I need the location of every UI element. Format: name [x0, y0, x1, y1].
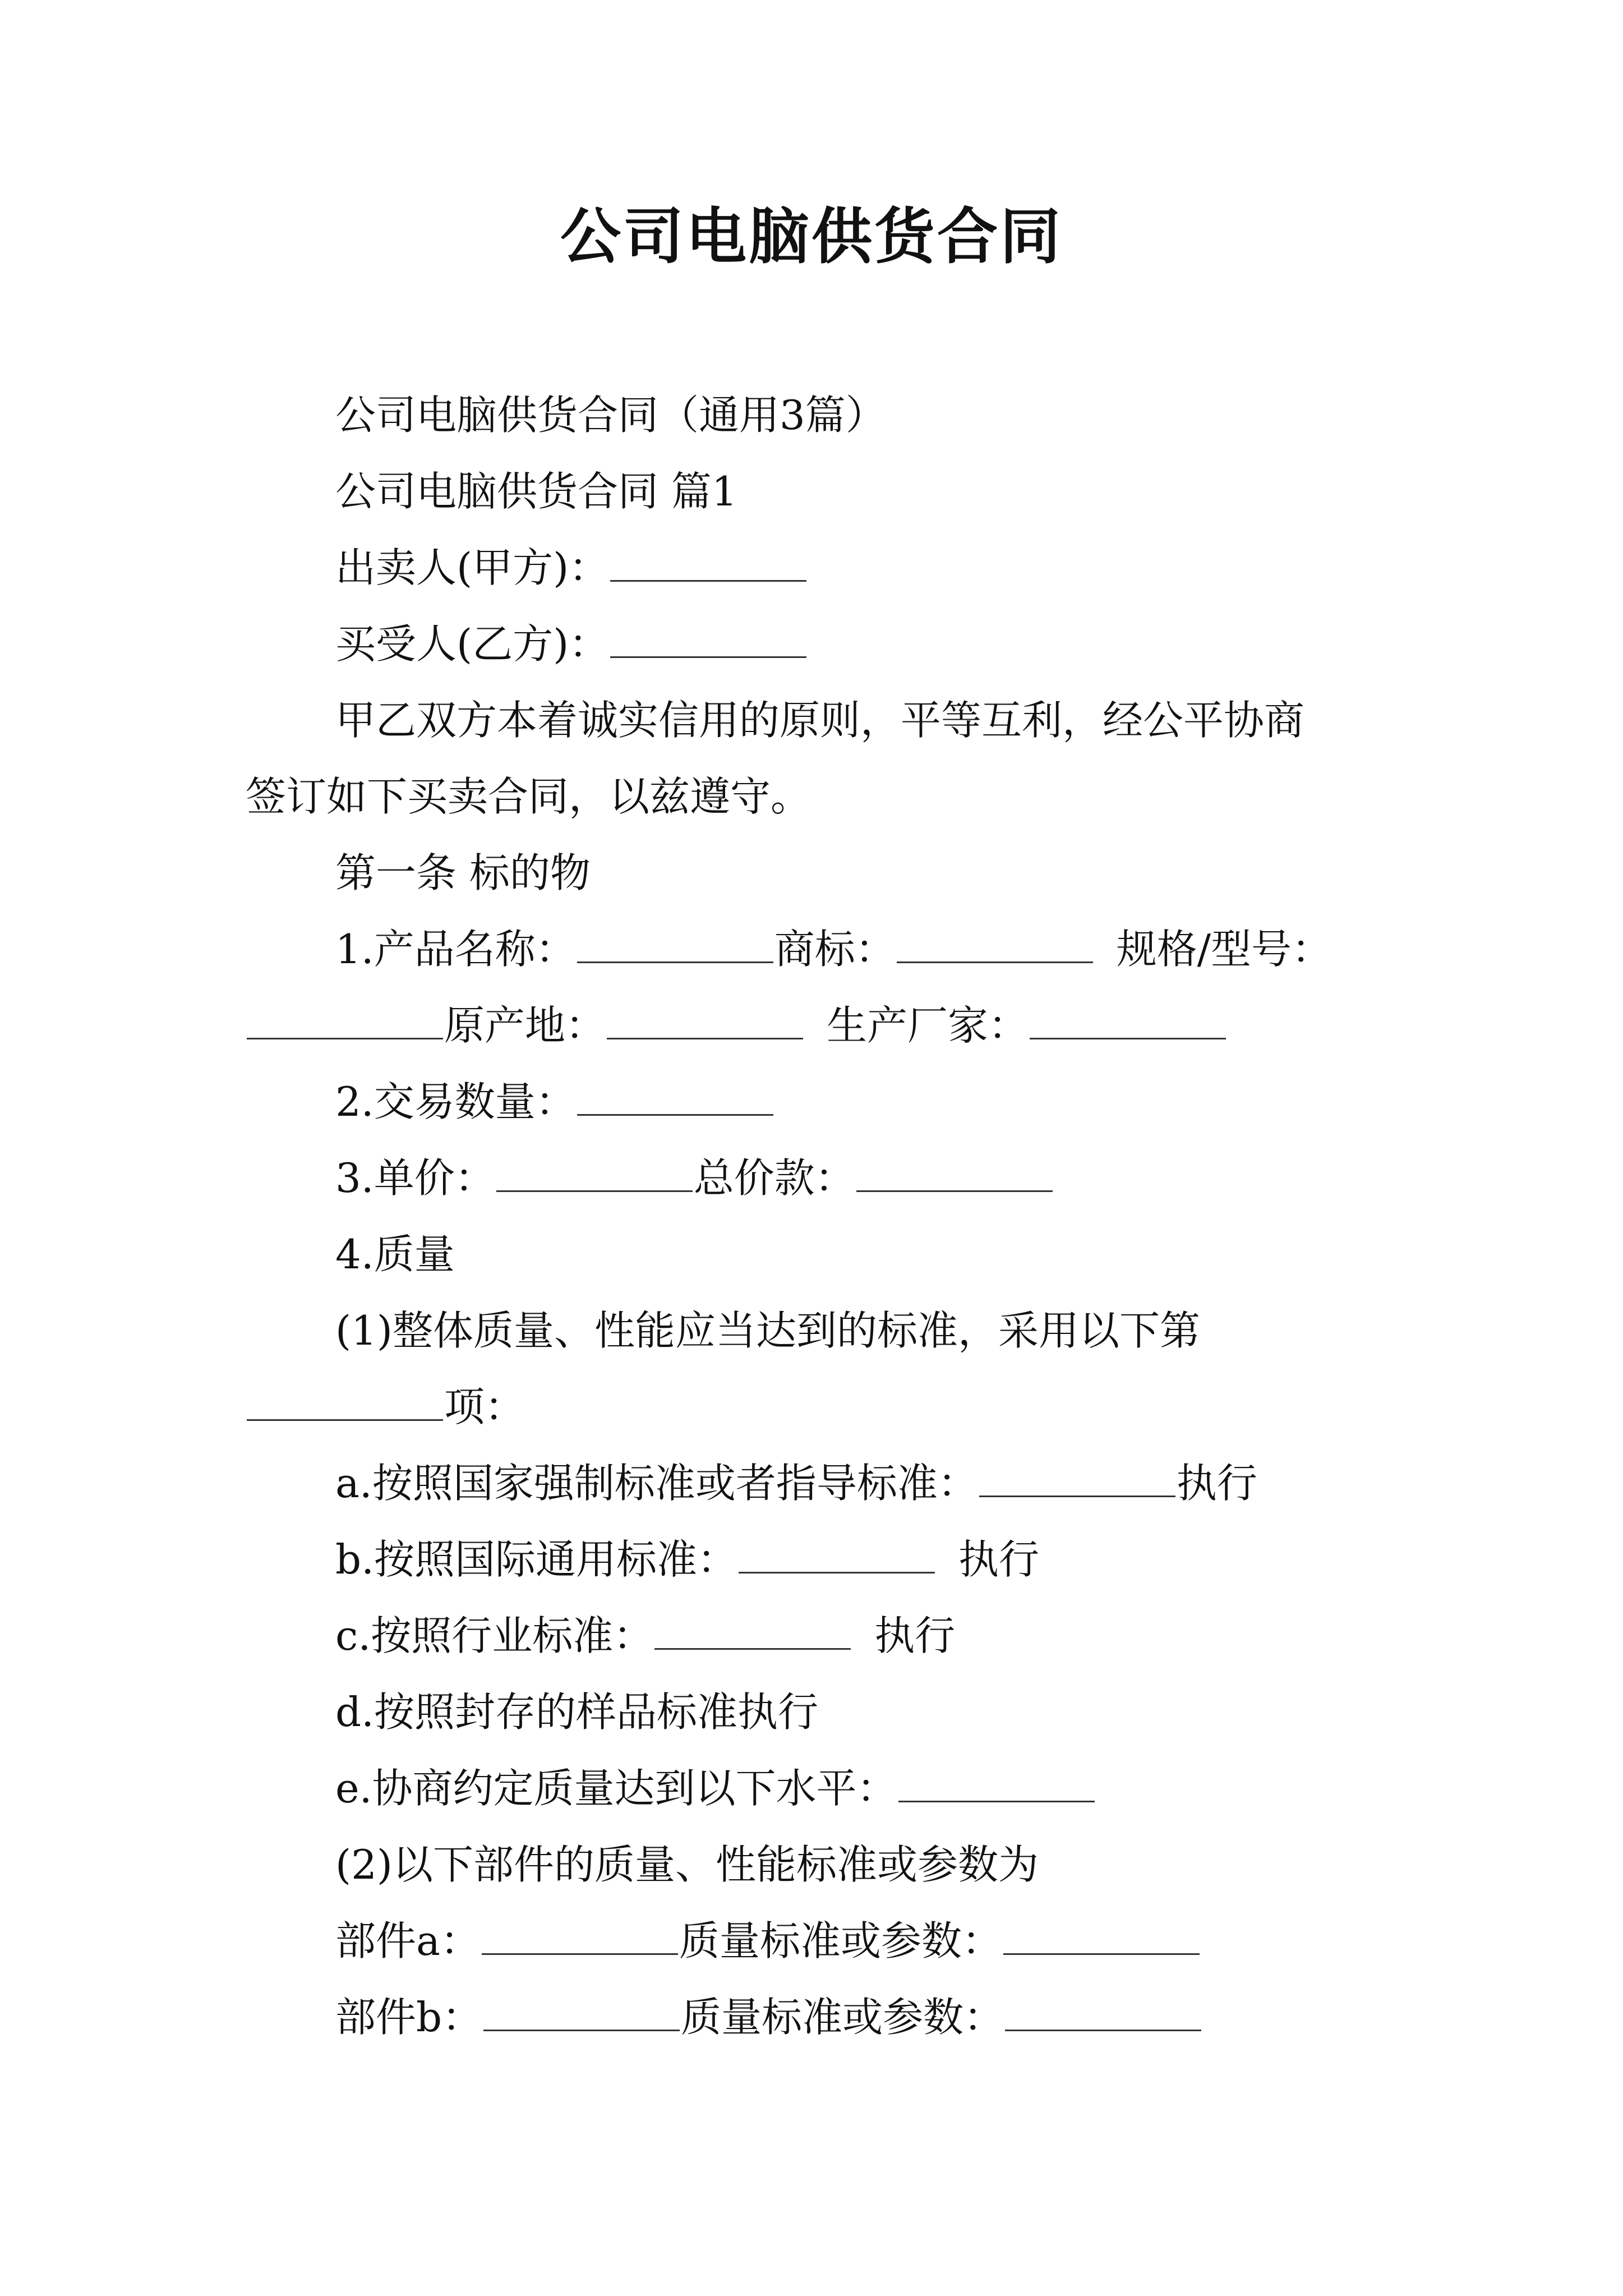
total-label: 总价款：: [693, 1154, 855, 1202]
spec-label: 规格/型号：: [1116, 926, 1332, 973]
option-c-line: [335, 1609, 955, 1663]
option-b-blank: [739, 1538, 935, 1573]
quantity-label: 2.交易数量：: [335, 1078, 576, 1125]
option-a-execute: 执行: [1176, 1460, 1257, 1507]
option-a-label: a.按照国家强制标准或者指导标准：: [335, 1460, 978, 1507]
product-name-label: 1.产品名称：: [335, 926, 576, 973]
item1-line1: [335, 922, 1332, 976]
part-b-line: [335, 1990, 1202, 2044]
quality1-line1: (1)整体质量、性能应当达到的标准，采用以下第: [335, 1307, 1200, 1354]
option-c-label: c.按照行业标准：: [335, 1612, 654, 1659]
option-a-blank: [979, 1462, 1175, 1497]
option-b-line: [335, 1533, 1039, 1586]
part-b-blank: [483, 1996, 680, 2031]
total-blank: [856, 1157, 1053, 1192]
article1-heading: 第一条 标的物: [335, 849, 591, 896]
option-c-execute: 执行: [874, 1612, 956, 1659]
part-heading: 公司电脑供货合同 篇1: [335, 468, 737, 515]
option-e-label: e.协商约定质量达到以下水平：: [335, 1765, 897, 1812]
option-c-blank: [654, 1614, 851, 1650]
item3-line: [335, 1151, 1054, 1205]
buyer-blank: [610, 623, 806, 658]
document-title: 公司电脑供货合同: [560, 201, 1063, 272]
subtitle: 公司电脑供货合同（通用3篇）: [335, 392, 886, 439]
part-a-label: 部件a：: [335, 1917, 481, 1964]
part-a-blank: [482, 1920, 678, 1955]
option-e-line: [335, 1761, 1096, 1815]
quantity-blank: [577, 1080, 773, 1116]
option-b-execute: 执行: [958, 1536, 1039, 1583]
option-d-line: d.按照封存的样品标准执行: [335, 1688, 818, 1736]
trademark-blank: [897, 928, 1093, 963]
part-b-param-label: 质量标准或参数：: [681, 1994, 1004, 2041]
seller-blank: [610, 546, 806, 582]
unit-price-label: 3.单价：: [335, 1154, 495, 1202]
product-name-blank: [577, 928, 773, 963]
buyer-label: 买受人(乙方)：: [335, 620, 610, 668]
unit-price-blank: [496, 1157, 693, 1192]
part-a-line: [335, 1914, 1201, 1968]
buyer-line: [335, 617, 808, 671]
intro-paragraph-line2: 签订如下买卖合同，以兹遵守。: [246, 773, 811, 820]
option-b-label: b.按照国际通用标准：: [335, 1536, 737, 1583]
spec-blank: [247, 1004, 443, 1039]
item2-line: [335, 1075, 774, 1129]
seller-line: [335, 541, 808, 595]
item1-line2: [246, 999, 1227, 1052]
seller-label: 出卖人(甲方)：: [335, 544, 610, 591]
quality1-line2: [246, 1380, 525, 1434]
origin-label: 原产地：: [444, 1002, 606, 1049]
trademark-label: 商标：: [774, 926, 896, 973]
option-e-blank: [898, 1767, 1095, 1802]
part-b-label: 部件b：: [335, 1994, 483, 2041]
part-a-param-blank: [1003, 1920, 1200, 1955]
manufacturer-blank: [1030, 1004, 1226, 1039]
quality1-suffix: 项：: [444, 1383, 525, 1430]
part-b-param-blank: [1005, 1996, 1201, 2031]
origin-blank: [607, 1004, 803, 1039]
intro-paragraph-line1: 甲乙双方本着诚实信用的原则，平等互利，经公平协商: [335, 697, 1305, 744]
quality-option-blank: [247, 1386, 443, 1421]
quality2-line: (2)以下部件的质量、性能标准或参数为: [335, 1841, 1039, 1888]
item4-heading: 4.质量: [335, 1231, 455, 1278]
manufacturer-label: 生产厂家：: [827, 1002, 1029, 1049]
option-a-line: [335, 1456, 1257, 1510]
part-a-param-label: 质量标准或参数：: [679, 1917, 1002, 1964]
